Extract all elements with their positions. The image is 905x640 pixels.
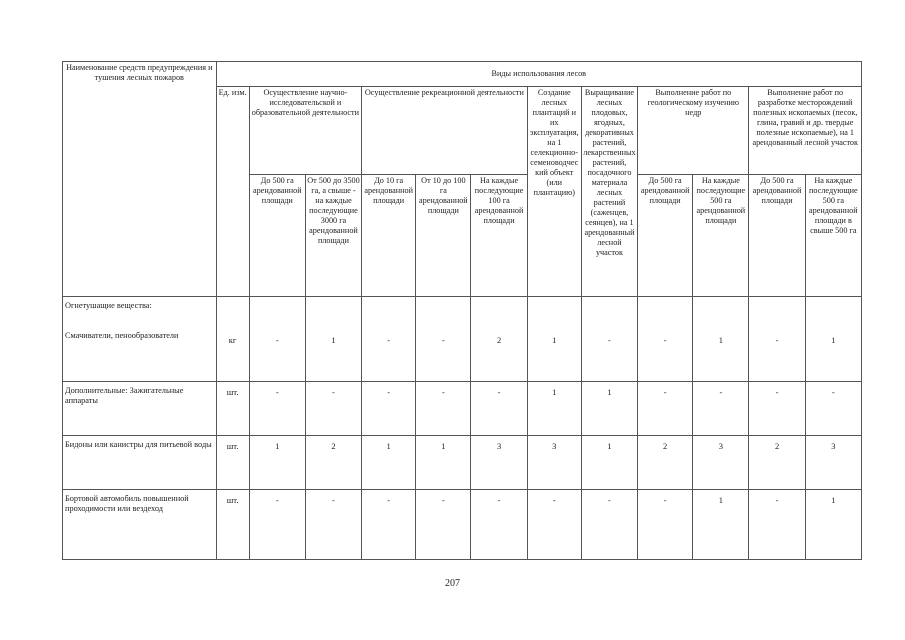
value-text: - xyxy=(719,387,723,397)
value-cell xyxy=(305,490,361,560)
value-text: 2 xyxy=(663,441,668,451)
value-text: 2 xyxy=(331,441,336,451)
subheader-cell xyxy=(362,175,416,297)
row-unit-cell xyxy=(216,436,249,490)
subheader-text: От 500 до 3500 га, а свыше - на каждые последующие 3000 га арендованной площади xyxy=(307,176,360,245)
value-text: 2 xyxy=(496,335,502,345)
value-cell xyxy=(527,382,581,436)
value-text: - xyxy=(441,495,445,505)
value-text: 1 xyxy=(275,441,280,451)
value-cell xyxy=(693,490,749,560)
value-text: 1 xyxy=(607,387,612,397)
value-cell xyxy=(693,436,749,490)
subheader-cell xyxy=(693,175,749,297)
header-name-text: Наименование средств предупреждения и тушения лесных пожаров xyxy=(66,63,213,82)
value-cell xyxy=(693,297,749,382)
row-name: Бидоны или канистры для питьевой воды xyxy=(65,440,212,449)
value-cell xyxy=(527,490,581,560)
table-row xyxy=(63,382,862,436)
value-cell xyxy=(581,297,637,382)
value-text: 1 xyxy=(607,441,612,451)
value-text: 1 xyxy=(441,441,446,451)
value-text: 1 xyxy=(386,441,391,451)
value-text: - xyxy=(275,495,279,505)
value-cell xyxy=(471,436,527,490)
subheader-text: До 500 га арендованной площади xyxy=(640,176,690,205)
value-cell xyxy=(805,382,861,436)
value-text: - xyxy=(663,335,667,345)
row-unit-cell xyxy=(216,490,249,560)
row-name: Смачиватели, пенообразователи xyxy=(65,331,179,340)
subheader-cell xyxy=(805,175,861,297)
header-unit xyxy=(216,87,249,297)
value-cell xyxy=(249,490,305,560)
value-cell xyxy=(805,490,861,560)
row-name: Дополнительные: Зажигательные аппараты xyxy=(65,386,184,405)
header-group-mining xyxy=(749,87,862,175)
group-science-text: Осуществление научно-исследовательской и образовательной деятельности xyxy=(251,88,359,117)
value-text: 2 xyxy=(774,441,780,451)
row-unit: кг xyxy=(228,335,237,345)
subheader-text: На каждые последующие 100 га арендованной площади xyxy=(474,176,524,225)
value-cell xyxy=(305,382,361,436)
subheader-cell xyxy=(305,175,361,297)
table-row xyxy=(63,490,862,560)
value-cell xyxy=(638,436,693,490)
value-cell xyxy=(805,436,861,490)
value-cell xyxy=(581,490,637,560)
value-cell xyxy=(638,297,693,382)
row-unit-cell xyxy=(216,382,249,436)
value-text: 3 xyxy=(718,441,723,451)
value-cell xyxy=(581,436,637,490)
fire-equipment-table xyxy=(62,61,862,560)
value-text: 1 xyxy=(331,335,336,345)
value-text: - xyxy=(441,335,445,345)
subheader-cell xyxy=(471,175,527,297)
value-text: - xyxy=(663,387,667,397)
header-group-plantations xyxy=(527,87,581,297)
value-text: - xyxy=(275,335,279,345)
row-unit: шт. xyxy=(226,387,239,397)
row-name: Бортовой автомобиль повышенной проходимости или вездеход xyxy=(65,494,189,513)
header-group-recreation xyxy=(362,87,528,175)
value-cell xyxy=(693,382,749,436)
value-cell xyxy=(471,382,527,436)
value-text: 1 xyxy=(718,495,723,505)
value-cell xyxy=(249,436,305,490)
subheader-text: На каждые последующие 500 га арендованной площади в свыше 500 га xyxy=(809,176,858,235)
value-text: 3 xyxy=(831,441,836,451)
value-text: 1 xyxy=(718,335,723,345)
table-row xyxy=(63,297,862,382)
value-text: - xyxy=(608,495,611,505)
value-text: 3 xyxy=(496,441,502,451)
value-text: 1 xyxy=(831,335,836,345)
value-cell xyxy=(749,297,805,382)
value-cell xyxy=(527,297,581,382)
value-cell xyxy=(305,436,361,490)
value-text: 3 xyxy=(552,441,557,451)
value-text: - xyxy=(608,335,611,345)
value-text: - xyxy=(552,495,556,505)
subheader-cell xyxy=(638,175,693,297)
value-cell xyxy=(416,436,471,490)
row-unit-cell xyxy=(216,297,249,382)
row-name-cell xyxy=(63,436,217,490)
value-cell xyxy=(581,382,637,436)
subheader-text: До 500 га арендованной площади xyxy=(752,176,802,205)
header-group-geology xyxy=(638,87,749,175)
value-text: - xyxy=(775,335,779,345)
group-recreation-text: Осуществление рекреационной деятельности xyxy=(364,88,524,97)
value-text: - xyxy=(387,495,391,505)
subheader-text: От 10 до 100 га арендованной площади xyxy=(419,176,468,215)
header-group-growing xyxy=(581,87,637,297)
value-text: - xyxy=(497,387,501,397)
value-cell xyxy=(362,436,416,490)
value-text: - xyxy=(387,387,391,397)
value-text: - xyxy=(387,335,391,345)
value-text: 1 xyxy=(552,335,557,345)
value-text: 1 xyxy=(552,387,557,397)
value-cell xyxy=(749,490,805,560)
value-text: 1 xyxy=(831,495,836,505)
group-mining-text: Выполнение работ по разработке месторождений полезных ископаемых (песок, глина, гравий и др. твердые полезные ископаемые), на 1 арендованный лесной участок xyxy=(752,88,859,147)
value-text: - xyxy=(775,495,779,505)
value-cell xyxy=(527,436,581,490)
page-number: 207 xyxy=(445,578,460,589)
row-unit: шт. xyxy=(226,441,239,451)
section-label: Огнетушащие вещества: xyxy=(65,301,152,310)
unit-header-text: Ед. изм. xyxy=(218,88,247,97)
row-unit: шт. xyxy=(226,495,239,505)
subheader-text: На каждые последующие 500 га арендованной площади xyxy=(696,176,746,225)
value-cell xyxy=(416,382,471,436)
value-cell xyxy=(249,297,305,382)
subheader-cell xyxy=(416,175,471,297)
value-cell xyxy=(805,297,861,382)
value-cell xyxy=(749,436,805,490)
group-title-text: Виды использования лесов xyxy=(491,69,587,78)
value-cell xyxy=(471,297,527,382)
value-cell xyxy=(416,490,471,560)
row-name-cell xyxy=(63,382,217,436)
value-cell xyxy=(305,297,361,382)
value-text: - xyxy=(663,495,667,505)
subheader-cell xyxy=(749,175,805,297)
value-text: - xyxy=(332,495,335,505)
value-cell xyxy=(362,490,416,560)
group-plantations-text: Создание лесных плантаций и их эксплуатация, на 1 селекционно-семеноводческий объект (или плантацию) xyxy=(529,88,579,197)
value-text: - xyxy=(441,387,445,397)
value-text: - xyxy=(831,387,835,397)
subheader-cell xyxy=(249,175,305,297)
subheader-text: До 500 га арендованной площади xyxy=(252,176,302,205)
table-row xyxy=(63,436,862,490)
value-cell xyxy=(638,490,693,560)
value-text: - xyxy=(497,495,501,505)
value-cell xyxy=(416,297,471,382)
value-text: - xyxy=(332,387,335,397)
value-text: - xyxy=(775,387,779,397)
value-cell xyxy=(362,382,416,436)
subheader-text: До 10 га арендованной площади xyxy=(364,176,413,205)
value-cell xyxy=(638,382,693,436)
header-group-title xyxy=(216,62,861,87)
value-cell xyxy=(249,382,305,436)
header-group-science xyxy=(249,87,361,175)
row-name-cell xyxy=(63,490,217,560)
row-name-cell xyxy=(63,297,217,382)
value-text: - xyxy=(275,387,279,397)
group-growing-text: Выращивание лесных плодовых, ягодных, декоративных растений, лекарственных растений, посадочного материала лесных растений (саженцев, сеянцев), на 1 арендованный лесной участок xyxy=(583,88,636,257)
value-cell xyxy=(749,382,805,436)
value-cell xyxy=(471,490,527,560)
header-name-column xyxy=(63,62,217,297)
group-geology-text: Выполнение работ по геологическому изучению недр xyxy=(647,88,739,117)
value-cell xyxy=(362,297,416,382)
